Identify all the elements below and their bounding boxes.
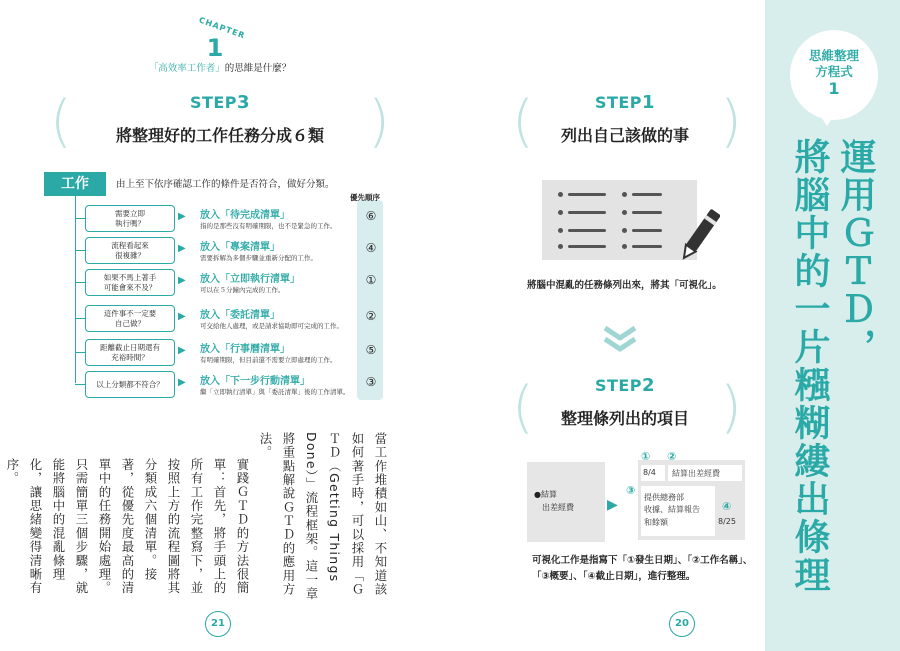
list-line: [568, 245, 606, 248]
list-bullet: [622, 244, 627, 249]
work-intro: 由上至下依序確認工作的條件是否符合，做好分類。: [116, 179, 335, 190]
tree-branch: [75, 282, 85, 283]
list-bullet: [622, 228, 627, 233]
question-box: 距離截止日期還有 充裕時間？: [85, 339, 175, 366]
priority-value: ⑤: [365, 343, 377, 357]
tree-branch: [75, 250, 85, 251]
bubble-number: 1: [828, 79, 840, 99]
arrow-right-icon: ▶: [178, 211, 186, 222]
chapter-label: CHAPTER: [197, 15, 247, 41]
speech-bubble-tail: [818, 112, 836, 126]
body-paragraph-1: 當工作堆積如山、不知道該如何著手時，可以採用「ＧＴＤ（Getting Things Done）」流程框架。這一章將重點解說ＧＴＤ的應用方法。: [258, 432, 388, 601]
step1-label: [580, 92, 670, 113]
page-number-right: 20: [669, 611, 695, 637]
body-paragraph-3: 只需簡單三個步驟，就能將腦中的混亂條理化，讓思緒變得清晰有序。: [5, 458, 89, 595]
chapter-subtitle: [130, 60, 310, 74]
body-paragraph-2: 實踐ＧＴＤ的方法很簡單：首先，將手頭上的所有工作完整寫下，並按照上方的流程圖將其分類成六個清單。接著，從優先度最高的清單中的任務開始處理。: [97, 458, 250, 595]
chapter-number: 1: [206, 34, 224, 62]
marker-4: ④: [722, 500, 732, 513]
action-label: 放入「待完成清單」: [200, 210, 290, 221]
arrow-right-icon: ▶: [178, 275, 186, 286]
list-line: [568, 211, 606, 214]
bubble-text: [790, 48, 878, 99]
bubble-label: 思維整理 方程式: [808, 48, 859, 79]
step3-label: [170, 92, 270, 113]
list-bullet: [558, 192, 563, 197]
tree-branch: [75, 218, 85, 219]
list-line: [632, 211, 662, 214]
body-text: [5, 432, 392, 607]
headline-column-1: 運用ＧＴＤ，: [835, 138, 876, 366]
step1-caption: 將腦中混亂的任務條列出來，將其「可視化」。: [527, 280, 722, 291]
priority-value: ①: [365, 273, 377, 287]
action-description: 繼「立即執行清單」與「委託清單」後的工作清單。: [200, 388, 350, 396]
question-box: 如果不馬上著手 可能會來不及？: [85, 269, 175, 296]
priority-column: [357, 200, 383, 400]
list-bullet: [558, 228, 563, 233]
step1-label-text: STEP: [594, 93, 643, 112]
tree-line: [75, 196, 76, 383]
action-label: 放入「立即執行清單」: [200, 274, 300, 285]
list-line: [632, 245, 662, 248]
step3-number: 3: [237, 92, 251, 113]
action-description: 指的是那些沒有明確期限，也不是緊急的工作。: [200, 222, 337, 230]
step2-right-paren: ): [720, 375, 742, 440]
arrow-right-icon: ▶: [607, 497, 618, 513]
deadline-cell: 8/25: [718, 517, 736, 526]
list-line: [568, 229, 606, 232]
summary-cell: 提供總務部 收據、結算報告 和餘額: [641, 486, 715, 536]
step1-left-paren: (: [512, 89, 534, 154]
step2-caption: 可視化工作是指寫下「①發生日期」、「②工作名稱」、「③概要」、「④截止日期」，進行整理。: [532, 555, 753, 583]
marker-2: ②: [667, 450, 677, 463]
priority-value: ③: [365, 375, 377, 389]
list-bullet: [558, 244, 563, 249]
step1-right-paren: ): [720, 89, 742, 154]
list-line: [632, 193, 662, 196]
task-name-cell: 結算出差經費: [668, 465, 742, 481]
work-tag: 工作: [44, 172, 106, 196]
list-bullet: [622, 210, 627, 215]
priority-heading: 優先順序: [350, 193, 380, 202]
priority-value: ④: [365, 241, 377, 255]
raw-item-label: ●結算 出差經費: [534, 490, 574, 512]
list-line: [568, 193, 606, 196]
action-description: 需要拆解為多個步驟並重新分配的工作。: [200, 254, 317, 262]
list-line: [632, 229, 662, 232]
date-start-cell: 8/4: [641, 465, 665, 481]
step2-number: 2: [642, 375, 656, 396]
step3-label-text: STEP: [189, 93, 238, 112]
tree-branch: [75, 384, 85, 385]
right-paren: ): [368, 89, 390, 154]
tree-branch: [75, 352, 85, 353]
list-bullet: [622, 192, 627, 197]
action-description: 有明確期限，但目前還不需要立即處理的工作。: [200, 356, 337, 364]
page-number-left: 21: [205, 611, 231, 637]
pen-icon: [680, 205, 720, 265]
arrow-right-icon: ▶: [178, 377, 186, 388]
left-paren: (: [50, 89, 72, 154]
question-box: 以上分類都不符合？: [85, 371, 175, 398]
arrow-right-icon: ▶: [178, 311, 186, 322]
question-box: 流程看起來 很複雜？: [85, 237, 175, 264]
priority-value: ⑥: [365, 209, 377, 223]
action-description: 可交給他人處理，或是請求協助即可完成的工作。: [200, 322, 343, 330]
question-box: 需要立即 執行嗎？: [85, 205, 175, 232]
step2-title: 整理條列出的項目: [560, 409, 689, 428]
chapter-subtitle-highlight: 「高效率工作者」: [148, 63, 225, 74]
marker-3: ③: [626, 484, 636, 497]
arrow-right-icon: ▶: [178, 345, 186, 356]
priority-value: ②: [365, 309, 377, 323]
step2-label-text: STEP: [594, 376, 643, 395]
question-box: 這件事不一定要 自己做？: [85, 305, 175, 332]
action-label: 放入「專案清單」: [200, 242, 280, 253]
headline-column-2: 將腦中的一片糨糊縷出條理: [789, 138, 830, 594]
step1-title: 列出自己該做的事: [560, 126, 689, 145]
marker-1: ①: [641, 450, 651, 463]
step3-title: 將整理好的工作任務分成６類: [115, 126, 324, 145]
action-label: 放入「行事曆清單」: [200, 344, 290, 355]
chapter-subtitle-rest: 的思維是什麼？: [224, 63, 292, 74]
chevron-down-icon: [602, 325, 638, 353]
arrow-right-icon: ▶: [178, 243, 186, 254]
list-bullet: [558, 210, 563, 215]
action-description: 可以在５分鐘內完成的工作。: [200, 286, 285, 294]
list-illustration: [542, 180, 697, 260]
action-label: 放入「委託清單」: [200, 310, 280, 321]
step2-left-paren: (: [512, 375, 534, 440]
step2-label: [580, 375, 670, 396]
tree-branch: [75, 318, 85, 319]
step1-number: 1: [642, 92, 656, 113]
action-label: 放入「下一步行動清單」: [200, 376, 310, 387]
